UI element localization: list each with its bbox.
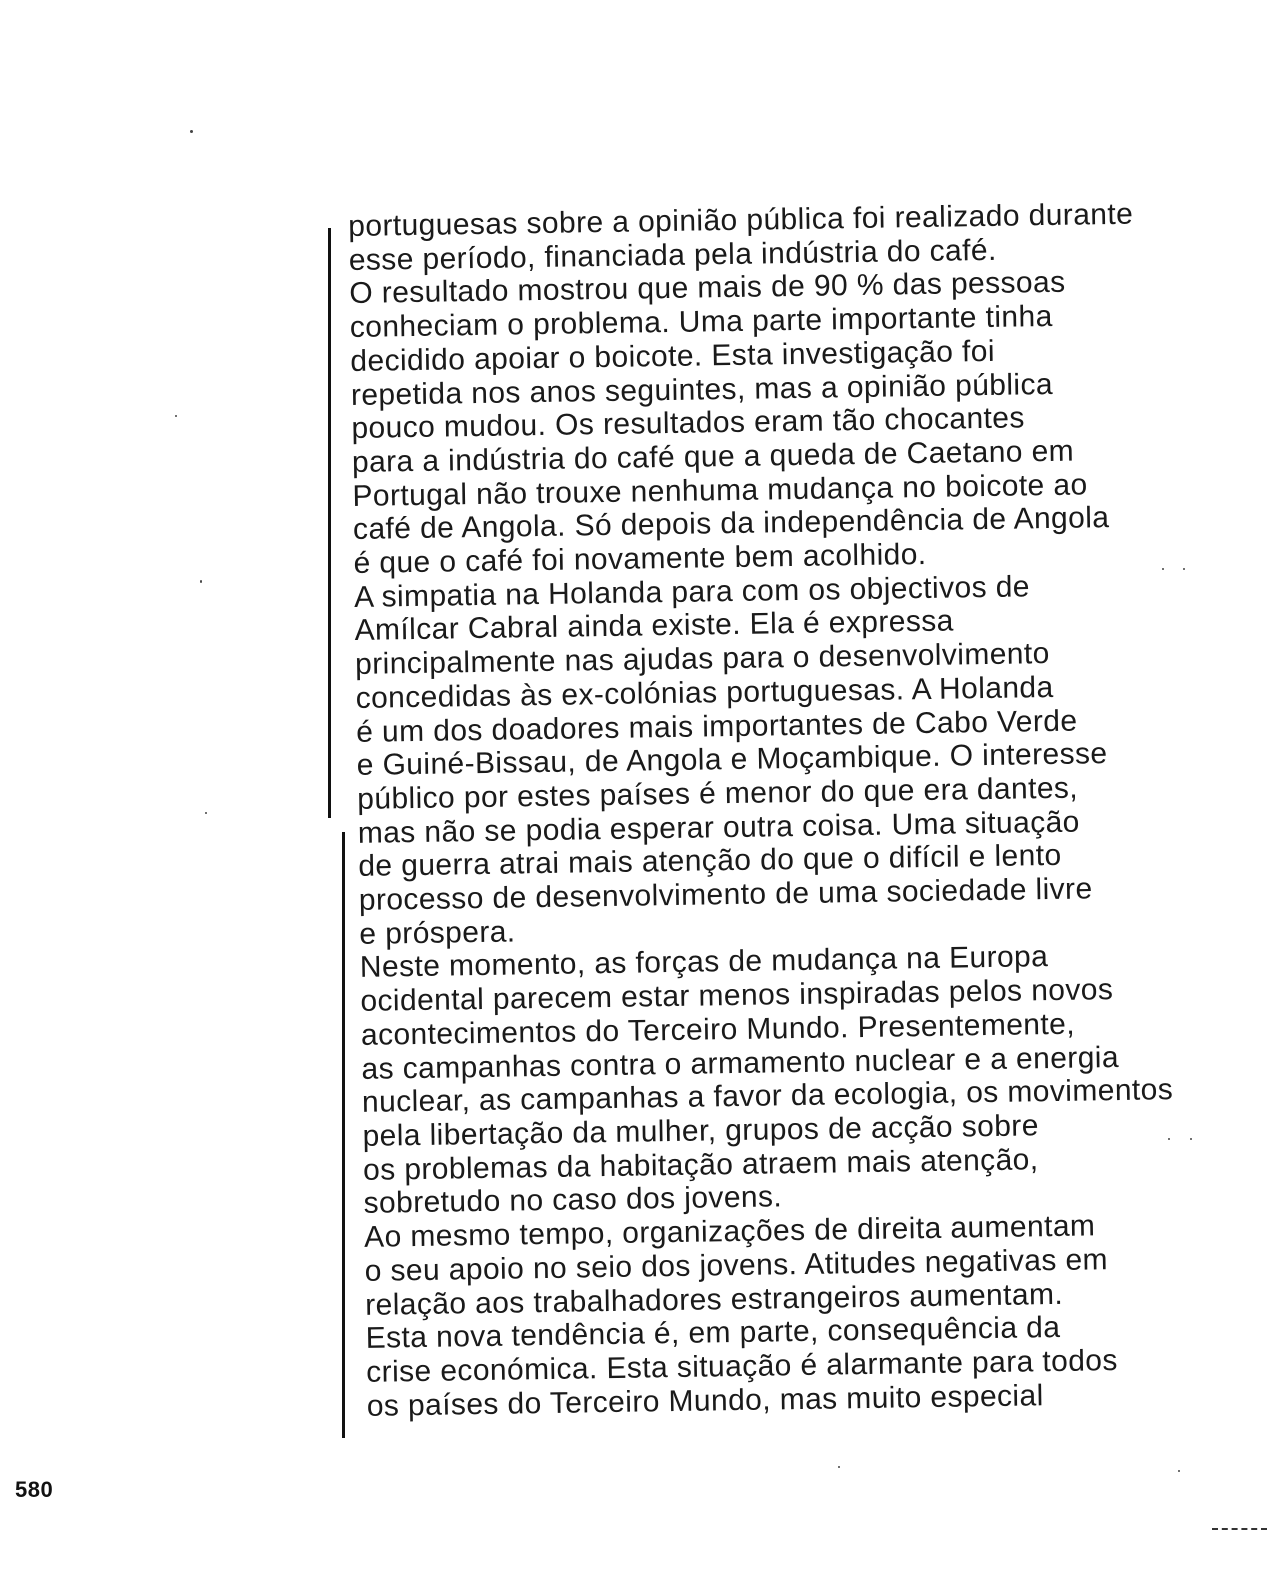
scan-speck bbox=[838, 1466, 840, 1468]
scan-speck bbox=[205, 812, 207, 814]
text-line: mas não se podia esperar outra coisa. Uma situação bbox=[357, 805, 1081, 850]
text-line: concedidas às ex-colónias portuguesas. A Holanda bbox=[355, 670, 1054, 715]
text-line: Ao mesmo tempo, organizações de direita aumentam bbox=[363, 1209, 1096, 1254]
margin-rule-lower bbox=[342, 832, 345, 1438]
text-line: público por estes países é menor do que era dantes, bbox=[356, 771, 1079, 816]
text-line: os países do Terceiro Mundo, mas muito especial bbox=[366, 1378, 1044, 1423]
scan-speck bbox=[1190, 1138, 1192, 1140]
text-line: e próspera. bbox=[359, 915, 516, 951]
text-line: pela libertação da mulher, grupos de acção sobre bbox=[362, 1109, 1040, 1153]
text-line: O resultado mostrou que mais de 90 % das pessoas bbox=[349, 266, 1066, 311]
scan-speck bbox=[1168, 1138, 1170, 1140]
text-line: Esta nova tendência é, em parte, consequência da bbox=[365, 1311, 1061, 1356]
text-line: o seu apoio no seio dos jovens. Atitudes negativas em bbox=[364, 1242, 1109, 1288]
text-line: acontecimentos do Terceiro Mundo. Presentemente, bbox=[360, 1007, 1076, 1052]
text-line: as campanhas contra o armamento nuclear e a energia bbox=[361, 1040, 1120, 1086]
margin-rule-upper bbox=[328, 228, 331, 818]
text-line: A simpatia na Holanda para com os objectivos de bbox=[353, 570, 1031, 614]
scan-dash-mark bbox=[1212, 1528, 1267, 1530]
text-line: café de Angola. Só depois da independência de Angola bbox=[352, 501, 1110, 547]
scan-speck bbox=[1162, 568, 1164, 570]
text-line: esse período, financiada pela indústria do café. bbox=[348, 233, 997, 277]
text-line: Neste momento, as forças de mudança na Europa bbox=[359, 940, 1049, 985]
scan-speck bbox=[175, 415, 177, 417]
text-line: nuclear, as campanhas a favor da ecologia, os movimentos bbox=[361, 1073, 1174, 1120]
scan-speck bbox=[190, 130, 193, 133]
scan-speck bbox=[1183, 568, 1185, 570]
text-line: de guerra atrai mais atenção do que o difícil e lento bbox=[358, 839, 1062, 884]
page-number: 580 bbox=[15, 1477, 54, 1502]
text-line: crise económica. Esta situação é alarmante para todos bbox=[365, 1343, 1119, 1389]
text-line: repetida nos anos seguintes, mas a opinião pública bbox=[350, 367, 1054, 412]
text-line: portuguesas sobre a opinião pública foi realizado durante bbox=[348, 197, 1134, 243]
text-line: Portugal não trouxe nenhuma mudança no boicote ao bbox=[352, 468, 1088, 513]
scan-speck bbox=[1178, 1470, 1180, 1472]
text-line: sobretudo no caso dos jovens. bbox=[363, 1180, 783, 1221]
text-line: processo de desenvolvimento de uma sociedade livre bbox=[358, 872, 1093, 917]
text-line: é um dos doadores mais importantes de Cabo Verde bbox=[355, 704, 1078, 749]
text-line: Amílcar Cabral ainda existe. Ela é expressa bbox=[354, 604, 954, 648]
text-line: decidido apoiar o boicote. Esta investigação foi bbox=[350, 334, 996, 378]
body-text bbox=[348, 196, 1247, 1423]
text-line: principalmente nas ajudas para o desenvolvimento bbox=[354, 637, 1050, 682]
text-line: os problemas da habitação atraem mais atenção, bbox=[362, 1142, 1039, 1187]
text-line: ocidental parecem estar menos inspiradas pelos novos bbox=[360, 973, 1114, 1019]
scan-speck bbox=[200, 580, 202, 583]
text-line: relação aos trabalhadores estrangeiros aumentam. bbox=[364, 1277, 1064, 1322]
text-line: e Guiné-Bissau, de Angola e Moçambique. O interesse bbox=[356, 737, 1108, 783]
text-line: conheciam o problema. Uma parte importante tinha bbox=[349, 300, 1053, 345]
text-line: para a indústria do café que a queda de Caetano em bbox=[351, 434, 1075, 479]
text-line: pouco mudou. Os resultados eram tão chocantes bbox=[351, 401, 1025, 446]
text-line: é que o café foi novamente bem acolhido. bbox=[353, 537, 927, 580]
